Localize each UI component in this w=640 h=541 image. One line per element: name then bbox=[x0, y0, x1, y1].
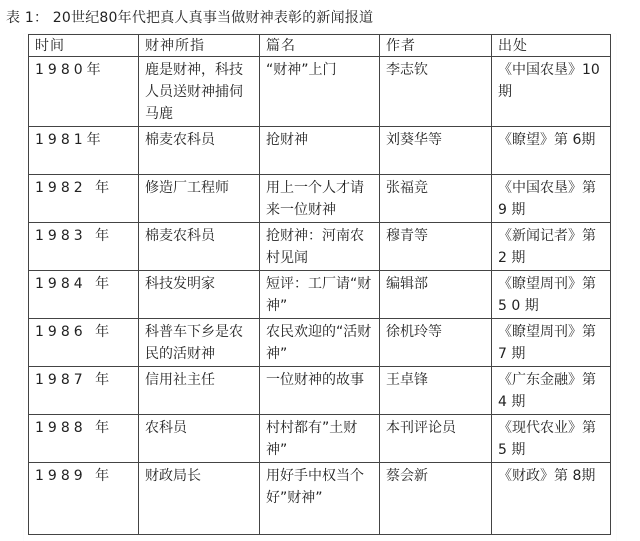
table-header-row bbox=[29, 35, 611, 57]
cell-year: 1982 年 bbox=[29, 175, 139, 223]
cell-author: 蔡会新 bbox=[380, 463, 492, 535]
cell-author: 王卓锋 bbox=[380, 367, 492, 415]
cell-god-of-wealth: 农科员 bbox=[139, 415, 260, 463]
cell-year: 1987 年 bbox=[29, 367, 139, 415]
cell-source: 《现代农业》第 5 期 bbox=[492, 415, 611, 463]
header-article-title: 篇名 bbox=[260, 35, 380, 57]
cell-god-of-wealth: 信用社主任 bbox=[139, 367, 260, 415]
table-row bbox=[29, 415, 611, 463]
table-caption: 表 1： 20世纪80年代把真人真事当做财神表彰的新闻报道 bbox=[6, 10, 374, 26]
cell-author: 刘葵华等 bbox=[380, 127, 492, 175]
header-god-of-wealth: 财神所指 bbox=[139, 35, 260, 57]
cell-source: 《中国农垦》10 期 bbox=[492, 57, 611, 127]
cell-article-title: “财神”上门 bbox=[260, 57, 380, 127]
table-row bbox=[29, 463, 611, 535]
cell-god-of-wealth: 科技发明家 bbox=[139, 271, 260, 319]
cell-author: 编辑部 bbox=[380, 271, 492, 319]
cell-source: 《财政》第 8期 bbox=[492, 463, 611, 535]
cell-article-title: 村村都有”土财神” bbox=[260, 415, 380, 463]
cell-article-title: 短评：工厂请“财神” bbox=[260, 271, 380, 319]
table-row bbox=[29, 175, 611, 223]
cell-god-of-wealth: 鹿是财神，科技人员送财神捕伺马鹿 bbox=[139, 57, 260, 127]
cell-source: 《瞭望》第 6期 bbox=[492, 127, 611, 175]
cell-author: 本刊评论员 bbox=[380, 415, 492, 463]
cell-source: 《瞭望周刊》第 7 期 bbox=[492, 319, 611, 367]
cell-year: 1989 年 bbox=[29, 463, 139, 535]
table-row bbox=[29, 319, 611, 367]
header-source: 出处 bbox=[492, 35, 611, 57]
cell-article-title: 一位财神的故事 bbox=[260, 367, 380, 415]
cell-year: 1984 年 bbox=[29, 271, 139, 319]
document-page bbox=[24, 34, 616, 541]
table-row bbox=[29, 127, 611, 175]
cell-author: 李志钦 bbox=[380, 57, 492, 127]
cell-year: 1983 年 bbox=[29, 223, 139, 271]
cell-article-title: 用上一个人才请来一位财神 bbox=[260, 175, 380, 223]
cell-god-of-wealth: 棉麦农科员 bbox=[139, 223, 260, 271]
cell-god-of-wealth: 修造厂工程师 bbox=[139, 175, 260, 223]
cell-author: 穆青等 bbox=[380, 223, 492, 271]
cell-source: 《广东金融》第 4 期 bbox=[492, 367, 611, 415]
cell-god-of-wealth: 科普车下乡是农民的活财神 bbox=[139, 319, 260, 367]
cell-article-title: 农民欢迎的“活财神” bbox=[260, 319, 380, 367]
cell-article-title: 抢财神 bbox=[260, 127, 380, 175]
cell-article-title: 用好手中权当个好”财神” bbox=[260, 463, 380, 535]
cell-year: 1988 年 bbox=[29, 415, 139, 463]
news-report-table bbox=[28, 34, 611, 535]
table-row bbox=[29, 223, 611, 271]
cell-source: 《新闻记者》第 2 期 bbox=[492, 223, 611, 271]
table-row bbox=[29, 57, 611, 127]
cell-year: 1986 年 bbox=[29, 319, 139, 367]
cell-year: 1980年 bbox=[29, 57, 139, 127]
cell-author: 张福竞 bbox=[380, 175, 492, 223]
cell-author: 徐机玲等 bbox=[380, 319, 492, 367]
cell-god-of-wealth: 财政局长 bbox=[139, 463, 260, 535]
table-row bbox=[29, 271, 611, 319]
cell-source: 《瞭望周刊》第 5 0 期 bbox=[492, 271, 611, 319]
cell-year: 1981年 bbox=[29, 127, 139, 175]
cell-article-title: 抢财神：河南农村见闻 bbox=[260, 223, 380, 271]
table-row bbox=[29, 367, 611, 415]
header-author: 作者 bbox=[380, 35, 492, 57]
header-time: 时间 bbox=[29, 35, 139, 57]
cell-god-of-wealth: 棉麦农科员 bbox=[139, 127, 260, 175]
cell-source: 《中国农垦》第 9 期 bbox=[492, 175, 611, 223]
